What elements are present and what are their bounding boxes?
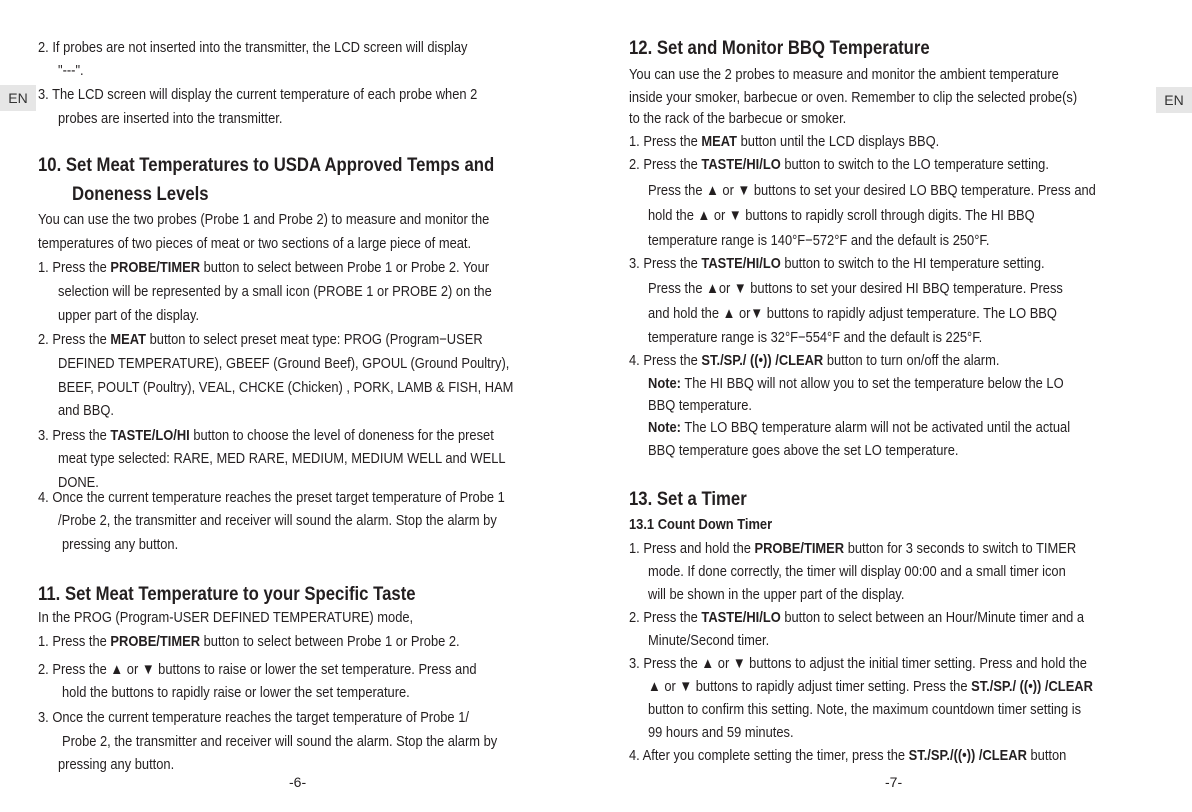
text-line (629, 66, 1059, 84)
text-segment: 12. Set and Monitor BBQ Temperature (629, 38, 930, 59)
text-segment: 13.1 Count Down Timer (629, 516, 773, 533)
text-segment: and hold the ▲ or▼ buttons to rapidly adjust temperature. The LO BBQ (648, 305, 1057, 322)
text-segment: pressing any button. (62, 536, 179, 553)
text-line (38, 661, 477, 679)
text-segment: You can use the 2 probes to measure and monitor the ambient temperature (629, 66, 1059, 83)
section-heading (629, 489, 747, 511)
text-line (648, 419, 1070, 437)
text-segment: In the PROG (Program-USER DEFINED TEMPERATURE) mode, (38, 609, 414, 626)
text-line (648, 182, 1096, 200)
text-line (58, 355, 509, 373)
text-line (58, 756, 174, 774)
text-segment: 3. The LCD screen will display the current temperature of each probe when 2 (38, 86, 478, 103)
bold-term: PROBE/TIMER (110, 259, 201, 276)
text-segment: BBQ temperature goes above the set LO temperature. (648, 442, 959, 459)
text-line (58, 62, 84, 80)
page-number: -6- (289, 774, 307, 790)
bold-term: PROBE/TIMER (110, 633, 201, 650)
text-segment: 3. Press the (629, 255, 702, 272)
section-heading (38, 584, 416, 606)
text-segment: 1. Press the (38, 633, 111, 650)
text-line (648, 397, 752, 415)
text-segment: button (1026, 747, 1067, 764)
text-segment: button for 3 seconds to switch to TIMER (844, 540, 1077, 557)
text-line (38, 86, 477, 104)
text-line (38, 331, 483, 349)
language-tab-left: EN (0, 85, 36, 111)
text-line (648, 678, 1093, 696)
text-segment: Minute/Second timer. (648, 632, 770, 649)
text-segment: Press the ▲ or ▼ buttons to set your desired LO BBQ temperature. Press and (648, 182, 1096, 199)
text-segment: /Probe 2, the transmitter and receiver will sound the alarm. Stop the alarm by (58, 512, 497, 529)
text-line (38, 235, 471, 253)
text-line (648, 724, 794, 742)
bold-term: MEAT (701, 133, 738, 150)
text-segment: 13. Set a Timer (629, 489, 747, 510)
text-segment: 3. Once the current temperature reaches the target temperature of Probe 1/ (38, 709, 469, 726)
text-segment: The LO BBQ temperature alarm will not be activated until the actual (680, 419, 1071, 436)
text-segment: and BBQ. (58, 402, 114, 419)
text-segment: button to select between an Hour/Minute timer and a (780, 609, 1085, 626)
text-segment: hold the buttons to rapidly raise or lower the set temperature. (62, 684, 410, 701)
bold-term: TASTE/HI/LO (701, 156, 781, 173)
text-segment: button to confirm this setting. Note, the maximum countdown timer setting is (648, 701, 1082, 718)
text-segment: 1. Press and hold the (629, 540, 755, 557)
text-line (648, 563, 1066, 581)
text-line (648, 232, 989, 250)
text-line (38, 211, 489, 229)
text-segment: probes are inserted into the transmitter. (58, 110, 283, 127)
text-line (648, 280, 1063, 298)
text-segment: temperatures of two pieces of meat or two sections of a large piece of meat. (38, 235, 472, 252)
text-segment: 11. Set Meat Temperature to your Specific Taste (38, 584, 416, 605)
text-segment: button to select between Probe 1 or Probe 2. (200, 633, 460, 650)
text-line (629, 655, 1087, 673)
text-line (38, 609, 413, 627)
text-segment: 3. Press the ▲ or ▼ buttons to adjust the initial timer setting. Press and hold the (629, 655, 1087, 672)
text-segment: 2. Press the (629, 156, 702, 173)
text-line (58, 512, 497, 530)
text-segment: DEFINED TEMPERATURE), GBEEF (Ground Beef), GPOUL (Ground Poultry), (58, 355, 510, 372)
bold-term: ST./SP./ ((•)) /CLEAR (971, 678, 1093, 695)
subsection-heading (629, 516, 772, 534)
text-line (648, 375, 1064, 393)
bold-term: TASTE/LO/HI (110, 427, 190, 444)
text-line (62, 733, 497, 751)
text-line (629, 255, 1045, 273)
text-segment: button to switch to the LO temperature setting. (780, 156, 1049, 173)
text-line (58, 110, 282, 128)
text-line (648, 442, 959, 460)
text-line (648, 701, 1081, 719)
text-line (648, 632, 769, 650)
bold-term: TASTE/HI/LO (701, 609, 781, 626)
text-segment: BBQ temperature. (648, 397, 752, 414)
text-line (629, 609, 1084, 627)
text-line (38, 39, 468, 57)
text-line (38, 709, 469, 727)
text-segment: pressing any button. (58, 756, 175, 773)
text-segment: button to turn on/off the alarm. (823, 352, 1000, 369)
text-line (58, 283, 492, 301)
text-line (58, 379, 513, 397)
text-line (629, 110, 846, 128)
bold-term: Note: (648, 419, 681, 436)
page-number: -7- (885, 774, 903, 790)
text-segment: button until the LCD displays BBQ. (737, 133, 940, 150)
text-segment: Press the ▲or ▼ buttons to set your desired HI BBQ temperature. Press (648, 280, 1063, 297)
text-line (629, 133, 939, 151)
bold-term: ST./SP./ ((•)) /CLEAR (701, 352, 824, 369)
text-line (62, 684, 410, 702)
text-segment: 2. Press the (629, 609, 702, 626)
text-line (62, 536, 178, 554)
manual-page-7 (596, 0, 1192, 812)
text-segment: to the rack of the barbecue or smoker. (629, 110, 847, 127)
bold-term: Note: (648, 375, 681, 392)
text-line (629, 89, 1077, 107)
text-segment: button to select between Probe 1 or Probe 2. Your (200, 259, 490, 276)
text-line (38, 489, 505, 507)
text-segment: 4. Once the current temperature reaches the preset target temperature of Probe 1 (38, 489, 505, 506)
text-segment: ▲ or ▼ buttons to rapidly adjust timer setting. Press the (648, 678, 972, 695)
text-segment: 1. Press the (629, 133, 702, 150)
text-segment: DONE. (58, 474, 99, 491)
bold-term: MEAT (110, 331, 147, 348)
text-segment: selection will be represented by a small icon (PROBE 1 or PROBE 2) on the (58, 283, 492, 300)
text-segment: mode. If done correctly, the timer will display 00:00 and a small timer icon (648, 563, 1066, 580)
text-segment: temperature range is 32°F−554°F and the default is 225°F. (648, 329, 983, 346)
bold-term: ST./SP./((•)) /CLEAR (908, 747, 1027, 764)
text-segment: button to switch to the HI temperature setting. (780, 255, 1045, 272)
text-segment: You can use the two probes (Probe 1 and Probe 2) to measure and monitor the (38, 211, 490, 228)
language-tab-right: EN (1156, 87, 1192, 113)
text-segment: 2. If probes are not inserted into the transmitter, the LCD screen will display (38, 39, 468, 56)
text-segment: 99 hours and 59 minutes. (648, 724, 794, 741)
text-line (648, 305, 1057, 323)
text-line (38, 427, 494, 445)
text-line (629, 352, 999, 370)
text-line (648, 586, 904, 604)
text-segment: Probe 2, the transmitter and receiver will sound the alarm. Stop the alarm by (62, 733, 498, 750)
text-segment: 4. After you complete setting the timer, press the (629, 747, 909, 764)
text-segment: upper part of the display. (58, 307, 200, 324)
text-line (648, 207, 1035, 225)
text-segment: The HI BBQ will not allow you to set the temperature below the LO (680, 375, 1064, 392)
text-segment: 2. Press the (38, 331, 111, 348)
text-segment: meat type selected: RARE, MED RARE, MEDIUM, MEDIUM WELL and WELL (58, 450, 506, 467)
text-segment: temperature range is 140°F−572°F and the default is 250°F. (648, 232, 990, 249)
text-segment: 2. Press the ▲ or ▼ buttons to raise or lower the set temperature. Press and (38, 661, 477, 678)
text-segment: 4. Press the (629, 352, 702, 369)
text-segment: hold the ▲ or ▼ buttons to rapidly scroll through digits. The HI BBQ (648, 207, 1035, 224)
section-heading (72, 184, 209, 206)
text-segment: 3. Press the (38, 427, 111, 444)
text-segment: inside your smoker, barbecue or oven. Remember to clip the selected probe(s) (629, 89, 1078, 106)
section-heading (38, 155, 494, 177)
text-line (58, 402, 114, 420)
text-segment: button to choose the level of doneness for the preset (189, 427, 494, 444)
text-line (629, 747, 1066, 765)
text-line (58, 307, 199, 325)
text-segment: "---". (58, 62, 84, 79)
text-line (38, 259, 489, 277)
bold-term: TASTE/HI/LO (701, 255, 781, 272)
text-segment: 10. Set Meat Temperatures to USDA Approved Temps and (38, 155, 495, 176)
text-line (648, 329, 982, 347)
bold-term: PROBE/TIMER (754, 540, 845, 557)
text-line (38, 633, 460, 651)
text-segment: BEEF, POULT (Poultry), VEAL, CHCKE (Chicken) , PORK, LAMB & FISH, HAM (58, 379, 514, 396)
text-line (58, 450, 506, 468)
text-segment: 1. Press the (38, 259, 111, 276)
text-line (629, 540, 1076, 558)
text-segment: button to select preset meat type: PROG (Program−USER (146, 331, 483, 348)
text-segment: will be shown in the upper part of the display. (648, 586, 905, 603)
text-line (629, 156, 1049, 174)
section-heading (629, 38, 930, 60)
text-segment: Doneness Levels (72, 184, 209, 205)
